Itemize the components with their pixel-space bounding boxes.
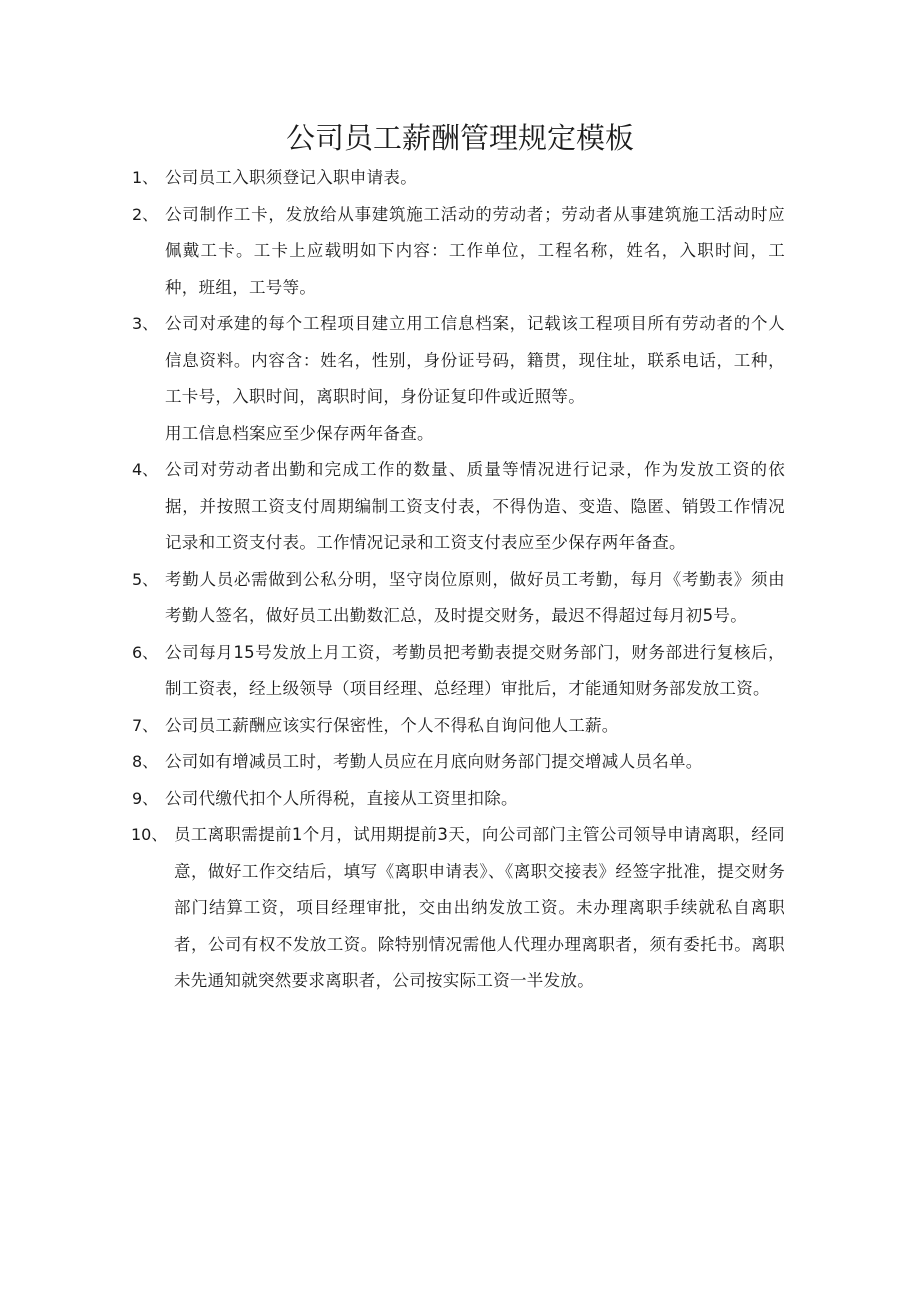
regulation-item-6 — [0, 635, 920, 708]
item-number: 4、 — [132, 460, 159, 479]
item-text: 公司对承建的每个工程项目建立用工信息档案，记载该工程项目所有劳动者的个人信息资料。内容含：姓名，性别，身份证号码，籍贯，现住址，联系电话，工种，工卡号，入职时间，离职时间，身份证复印件或近照等。 — [165, 314, 785, 406]
item-number: 8、 — [132, 752, 159, 771]
regulation-item-2 — [0, 197, 920, 307]
item-text: 公司制作工卡，发放给从事建筑施工活动的劳动者；劳动者从事建筑施工活动时应佩戴工卡。工卡上应载明如下内容：工作单位，工程名称，姓名，入职时间，工种，班组，工号等。 — [165, 204, 785, 297]
item-text: 公司员工入职须登记入职申请表。 — [165, 168, 417, 187]
regulation-item-7 — [0, 708, 920, 745]
regulation-item-3 — [0, 306, 920, 452]
regulation-item-5 — [0, 562, 920, 635]
regulation-item-4 — [0, 452, 920, 562]
item-text: 公司员工薪酬应该实行保密性，个人不得私自询问他人工薪。 — [165, 715, 619, 735]
item-number: 5、 — [132, 569, 159, 589]
item-number: 10、 — [131, 825, 168, 844]
regulation-item-8 — [0, 744, 920, 781]
item-text: 公司代缴代扣个人所得税，直接从工资里扣除。 — [165, 788, 518, 808]
item-number: 6、 — [132, 642, 159, 662]
item-number: 3、 — [132, 314, 159, 333]
item-text: 公司每月15号发放上月工资，考勤员把考勤表提交财务部门，财务部进行复核后，制工资表，经上级领导（项目经理、总经理）审批后，才能通知财务部发放工资。 — [165, 642, 785, 698]
regulation-item-1 — [0, 160, 920, 197]
regulation-item-10 — [0, 817, 920, 1000]
regulation-item-9 — [0, 781, 920, 818]
item-number: 2、 — [132, 204, 159, 224]
item-number: 7、 — [132, 715, 159, 735]
item-text: 公司对劳动者出勤和完成工作的数量、质量等情况进行记录，作为发放工资的依据，并按照工资支付周期编制工资支付表，不得伪造、变造、隐匿、销毁工作情况记录和工资支付表。工作情况记录和工资支付表应至少保存两年备查。 — [165, 460, 785, 552]
item-text: 考勤人员必需做到公私分明，坚守岗位原则，做好员工考勤，每月《考勤表》须由考勤人签名，做好员工出勤数汇总，及时提交财务，最迟不得超过每月初5号。 — [165, 569, 785, 625]
item-number: 1、 — [132, 168, 159, 187]
document-title: 公司员工薪酬管理规定模板 — [285, 121, 634, 155]
regulation-list — [0, 160, 920, 1000]
item-text: 员工离职需提前1个月，试用期提前3天，向公司部门主管公司领导申请离职，经同意，做好工作交结后，填写《离职申请表》、《离职交接表》经签字批准，提交财务部门结算工资，项目经理审批，交由出纳发放工资。未办理离职手续就私自离职者，公司有权不发放工资。除特别情况需他人代理办理离职者，须有委托书。离职未先通知就突然要求离职者，公司按实际工资一半发放。 — [174, 825, 785, 990]
item-extra-text: 用工信息档案应至少保存两年备查。 — [165, 423, 434, 443]
item-text: 公司如有增减员工时，考勤人员应在月底向财务部门提交增减人员名单。 — [165, 752, 703, 771]
item-number: 9、 — [132, 788, 159, 808]
